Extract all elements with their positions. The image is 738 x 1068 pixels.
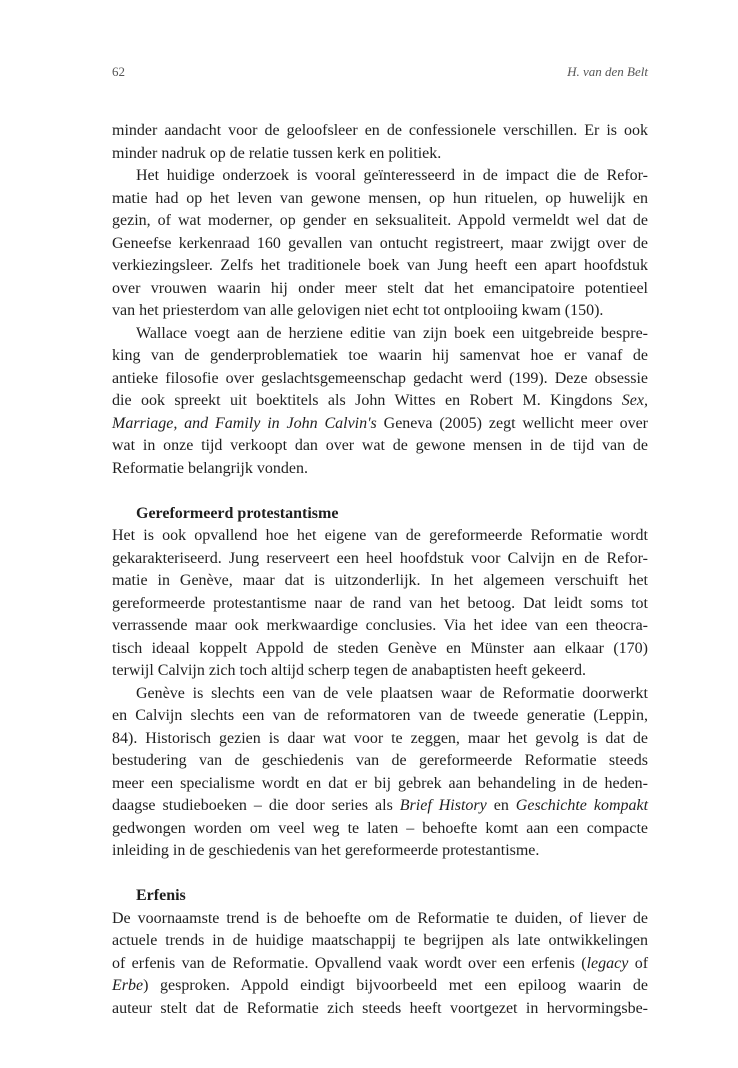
paragraph [112,908,648,1021]
paragraph [112,683,648,863]
text-line: king van de genderproblematiek toe waarin hij samenvat hoe er vanaf de [112,347,648,364]
text-run: daagse studieboeken – die door series als [112,797,393,814]
text-line: verrassende maar ook merkwaardige conclusies. Via het idee van een theocra- [112,617,648,634]
running-head-author: H. van den Belt [567,64,648,79]
text-line [112,795,648,818]
text-run: of erfenis van de Reformatie. Opvallend vaak wordt over een erfenis ( [112,954,587,972]
text-line: antieke filosofie over geslachtsgemeenschap gedacht werd (199). Deze obsessie [112,369,648,387]
text-line [112,975,648,998]
text-line: Het is ook opvallend hoe het eigene van de gereformeerde Reformatie wordt [112,527,648,544]
text-line [112,390,648,413]
foreign-term: legacy [586,954,629,972]
text-line: over vrouwen waarin hij onder meer stelt dat het emancipatoire potentieel [112,279,648,297]
section-gap [112,863,648,886]
text-line: verkiezingsleer. Zelfs het traditionele boek van Jung heeft een apart hoofdstuk [112,257,648,274]
text-line: De voornaamste trend is de behoefte om de Reformatie te duiden, of liever de [112,909,648,927]
text-line: minder aandacht voor de geloofsleer en de confessionele verschillen. Er is ook [112,122,648,139]
section-heading: Gereformeerd protestantisme [136,504,339,522]
section-heading: Erfenis [136,887,186,904]
series-title: Geschichte kompakt [515,797,649,814]
text-line: gedwongen worden om veel weg te laten – behoefte komt aan een compacte [112,819,648,837]
text-run: Geneva (2005) zegt wellicht meer over [383,414,649,432]
text-line: Geneefse kerkenraad 160 gevallen van ontucht registreert, maar zwijgt over de [112,234,648,252]
text-line: van het priesterdom van alle gelovigen niet echt tot ontplooiing kwam (150). [112,302,604,319]
text-line: en Calvijn slechts een van de reformatoren van de tweede generatie (Leppin, [112,707,648,724]
text-run: of [634,954,649,972]
text-line: Reformatie belangrijk vonden. [112,459,308,477]
text-line: wat in onze tijd verkoopt dan over wat de gewone mensen in de tijd van de [112,437,648,454]
running-header [112,64,648,82]
book-title: Marriage, and Family in John Calvin's [112,414,377,432]
foreign-term: Erbe [112,977,144,994]
text-line: Het huidige onderzoek is vooral geïnteresseerd in de impact die de Refor- [136,167,648,184]
text-line: actuele trends in de huidige maatschappij te begrijpen als late ontwikkelingen [112,932,648,949]
text-line: auteur stelt dat de Reformatie zich steeds heeft voortgezet in hervormingsbe- [112,999,648,1017]
text-line: meer een specialisme wordt en dat er bij gebrek aan behandeling in de heden- [112,774,648,792]
text-line: 84). Historisch gezien is daar wat voor te zeggen, maar het gevolg is dat de [112,729,648,747]
text-line: matie had op het leven van gewone mensen, op hun rituelen, op huwelijk en [112,189,648,207]
paragraph [112,323,648,481]
text-line: gekarakteriseerd. Jung reserveert een heel hoofdstuk voor Calvijn en de Refor- [112,549,648,567]
text-line: gereformeerde protestantisme naar de rand van het betoog. Dat leidt soms tot [112,594,648,612]
series-title: Brief History [399,797,487,814]
paragraph [112,525,648,683]
section-gap [112,480,648,503]
text-line: Genève is slechts een van de vele plaatsen waar de Reformatie doorwerkt [136,684,648,702]
text-line [112,953,648,976]
body-text [112,120,648,1020]
text-run: en [493,797,509,814]
paragraph [112,120,648,165]
text-line: Wallace voegt aan de herziene editie van zijn boek een uitgebreide bespre- [136,324,648,342]
text-line: inleiding in de geschiedenis van het gereformeerde protestantisme. [112,842,540,859]
text-line: gezin, of wat moderner, op gender en seksualiteit. Appold vermeldt wel dat de [112,212,648,229]
page-number: 62 [112,64,125,79]
text-run: ) gesproken. Appold eindigt bijvoorbeeld met een epiloog waarin de [143,977,648,994]
text-run: die ook spreekt uit boektitels als John Wittes en Robert M. Kingdons [112,392,613,409]
text-line: tisch ideaal koppelt Appold de steden Genève en Münster aan elkaar (170) [112,639,648,657]
text-line: minder nadruk op de relatie tussen kerk en politiek. [112,144,442,162]
paragraph [112,165,648,323]
text-line: terwijl Calvijn zich toch altijd scherp tegen de anabaptisten heeft gekeerd. [112,662,587,679]
text-line: bestudering van de geschiedenis van de gereformeerde Reformatie steeds [112,752,648,769]
text-line [112,413,648,436]
book-title: Sex, [621,392,648,409]
text-line: matie in Genève, maar dat is uitzonderlijk. In het algemeen verschuift het [112,572,648,589]
